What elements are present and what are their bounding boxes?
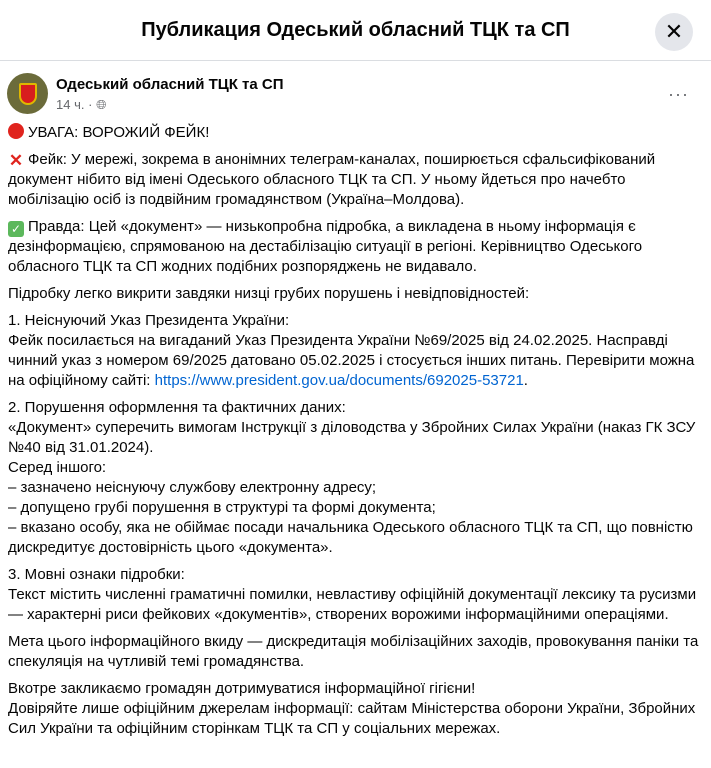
- point-3: 3. Мовні ознаки підробки: Текст містить численні граматичні помилки, невластиву офіційній документації лексику та русизми — характерні риси фейкових «документів», створених ворожими інформаційними операціями.: [8, 566, 697, 623]
- alert-line: УВАГА: ВОРОЖИЙ ФЕЙК!: [8, 123, 703, 143]
- truth-paragraph: ✓ Правда: Цей «документ» — низькопробна підробка, а викладена в ньому інформація є дезінформацією, спрямованою на дестабілізацію ситуації в регіоні. Керівництво Одеського обласного ТЦК та СП жодних подібних розпоряджень не видавало.: [8, 218, 643, 275]
- post-time[interactable]: 14 ч.: [56, 97, 85, 112]
- emblem-icon: [19, 83, 37, 105]
- fake-paragraph: ✕ Фейк: У мережі, зокрема в анонімних телеграм-каналах, поширюється сфальсифікований документ нібито від імені Одеського обласного ТЦК та СП. У ньому йдеться про начебто мобілізацію осіб із подвійним громадянством (Україна–Молдова).: [8, 151, 656, 208]
- red-circle-icon: [8, 123, 24, 139]
- close-button[interactable]: [655, 13, 693, 51]
- post-meta: 14 ч. · 🌐︎: [56, 97, 107, 112]
- president-link[interactable]: https://www.president.gov.ua/documents/692025-53721: [154, 372, 524, 389]
- intro-paragraph: Підробку легко викрити завдяки низці грубих порушень і невідповідностей:: [8, 285, 530, 302]
- check-mark-icon: ✓: [8, 221, 24, 237]
- globe-icon: 🌐︎: [96, 97, 107, 112]
- close-icon: ✕: [664, 19, 684, 44]
- avatar[interactable]: [7, 73, 48, 114]
- modal-title: Публикация Одеський обласний ТЦК та СП: [141, 18, 570, 41]
- point-1: 1. Неіснуючий Указ Президента України: Фейк посилається на вигаданий Указ Президента України №69/2025 від 24.02.2025. Насправді чинний указ з номером 69/2025 датовано 05.02.2025 і стосується інших питань. Перевірити можна на офіційному сайті: https://www.president.gov.ua/documents/692025-53721.: [8, 312, 695, 389]
- goal-paragraph: Мета цього інформаційного вкиду — дискредитація мобілізаційних заходів, провокування паніки та спекуляція на чутливій темі громадянства.: [8, 633, 699, 670]
- point-2: 2. Порушення оформлення та фактичних даних: «Документ» суперечить вимогам Інструкції з діловодства у Збройних Силах України (наказ ГК ЗСУ №40 від 31.01.2024). Серед іншого: – зазначено неіснуючу службову електронну адресу; – допущено грубі порушення в структурі та формі документа; – вказано особу, яка не обіймає посади начальника Одеського обласного ТЦК та СП, що повністю дискредитує достовірність цього «документа».: [8, 399, 696, 556]
- cross-mark-icon: ✕: [8, 151, 24, 170]
- more-options-button[interactable]: ···: [668, 84, 689, 104]
- modal-header: [0, 0, 711, 61]
- post-body: [8, 123, 703, 746]
- call-paragraph: Вкотре закликаємо громадян дотримуватися інформаційної гігієни! Довіряйте лише офіційним джерелам інформації: сайтам Міністерства оборони України, Збройних Сил України та офіційним сторінкам ТЦК та СП у соціальних мережах.: [8, 680, 696, 737]
- author-name[interactable]: Одеський обласний ТЦК та СП: [56, 76, 284, 93]
